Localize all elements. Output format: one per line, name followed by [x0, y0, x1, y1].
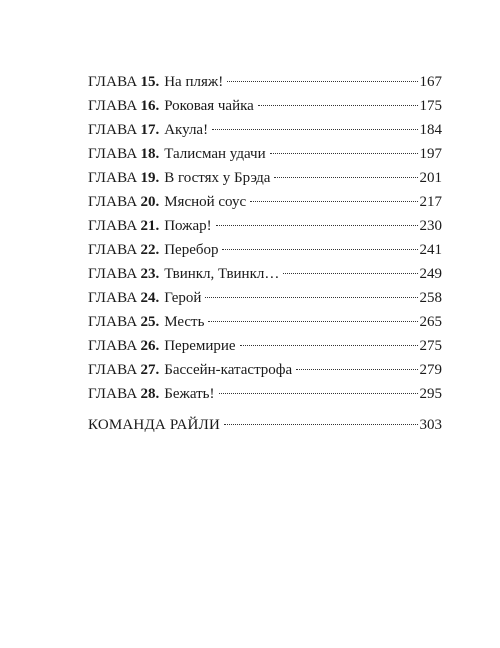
chapter-prefix: ГЛАВА — [88, 314, 138, 330]
chapter-title: Твинкл, Твинкл… — [164, 266, 280, 282]
toc-entry — [88, 286, 442, 310]
dot-leader — [250, 201, 417, 202]
chapter-number: 22. — [140, 242, 160, 258]
dot-leader — [240, 345, 418, 346]
dot-leader — [270, 153, 418, 154]
chapter-number: 18. — [140, 146, 160, 162]
chapter-number: 19. — [140, 170, 160, 186]
dot-leader — [296, 369, 417, 370]
chapter-title: Пожар! — [164, 218, 212, 234]
toc-entry — [88, 358, 442, 382]
chapter-number: 20. — [140, 194, 160, 210]
toc-entry — [88, 142, 442, 166]
section-title: КОМАНДА РАЙЛИ — [88, 417, 220, 433]
chapter-title: В гостях у Брэда — [164, 170, 271, 186]
toc-entry — [88, 262, 442, 286]
chapter-number: 17. — [140, 122, 160, 138]
chapter-prefix: ГЛАВА — [88, 290, 138, 306]
dot-leader — [219, 393, 418, 394]
chapter-prefix: ГЛАВА — [88, 386, 138, 402]
chapter-number: 21. — [140, 218, 160, 234]
page-number: 175 — [419, 98, 442, 114]
chapter-number: 24. — [140, 290, 160, 306]
page-number: 217 — [419, 194, 442, 210]
toc-entry — [88, 118, 442, 142]
page-number: 249 — [419, 266, 442, 282]
toc-entry — [88, 94, 442, 118]
chapter-title: На пляж! — [164, 74, 224, 90]
chapter-number: 27. — [140, 362, 160, 378]
page-number: 241 — [419, 242, 442, 258]
chapter-prefix: ГЛАВА — [88, 170, 138, 186]
chapter-number: 25. — [140, 314, 160, 330]
dot-leader — [227, 81, 417, 82]
dot-leader — [205, 297, 417, 298]
toc-entry — [88, 214, 442, 238]
dot-leader — [258, 105, 418, 106]
chapter-title: Бассейн-катастрофа — [164, 362, 293, 378]
toc-entry — [88, 70, 442, 94]
chapter-title: Герой — [164, 290, 202, 306]
chapter-title: Месть — [164, 314, 205, 330]
toc-entry-team — [88, 413, 442, 437]
dot-leader — [224, 424, 418, 425]
page-number: 275 — [419, 338, 442, 354]
chapter-number: 16. — [140, 98, 160, 114]
chapter-title: Мясной соус — [164, 194, 247, 210]
chapter-title: Перебор — [164, 242, 219, 258]
chapter-prefix: ГЛАВА — [88, 194, 138, 210]
chapter-title: Перемирие — [164, 338, 236, 354]
dot-leader — [283, 273, 417, 274]
chapter-title: Талисман удачи — [164, 146, 266, 162]
page-number: 295 — [419, 386, 442, 402]
page-number: 303 — [419, 417, 442, 433]
page-number: 184 — [419, 122, 442, 138]
toc-entry — [88, 190, 442, 214]
chapter-title: Акула! — [164, 122, 209, 138]
page-number: 167 — [419, 74, 442, 90]
toc-entry — [88, 382, 442, 406]
table-of-contents — [88, 70, 442, 437]
chapter-prefix: ГЛАВА — [88, 122, 138, 138]
chapter-number: 23. — [140, 266, 160, 282]
chapter-number: 15. — [140, 74, 160, 90]
toc-entry — [88, 334, 442, 358]
chapter-prefix: ГЛАВА — [88, 218, 138, 234]
page-number: 258 — [419, 290, 442, 306]
chapter-number: 26. — [140, 338, 160, 354]
page-number: 201 — [419, 170, 442, 186]
toc-entry — [88, 238, 442, 262]
chapter-title: Бежать! — [164, 386, 215, 402]
toc-entry — [88, 166, 442, 190]
chapter-prefix: ГЛАВА — [88, 98, 138, 114]
chapter-prefix: ГЛАВА — [88, 242, 138, 258]
chapter-title: Роковая чайка — [164, 98, 254, 114]
dot-leader — [216, 225, 418, 226]
chapter-prefix: ГЛАВА — [88, 362, 138, 378]
chapter-prefix: ГЛАВА — [88, 338, 138, 354]
page-number: 230 — [419, 218, 442, 234]
dot-leader — [212, 129, 417, 130]
chapter-prefix: ГЛАВА — [88, 146, 138, 162]
chapter-prefix: ГЛАВА — [88, 266, 138, 282]
dot-leader — [208, 321, 417, 322]
page-number: 197 — [419, 146, 442, 162]
page-number: 265 — [419, 314, 442, 330]
dot-leader — [222, 249, 417, 250]
toc-entry — [88, 310, 442, 334]
chapter-prefix: ГЛАВА — [88, 74, 138, 90]
dot-leader — [274, 177, 417, 178]
chapter-number: 28. — [140, 386, 160, 402]
page-number: 279 — [419, 362, 442, 378]
